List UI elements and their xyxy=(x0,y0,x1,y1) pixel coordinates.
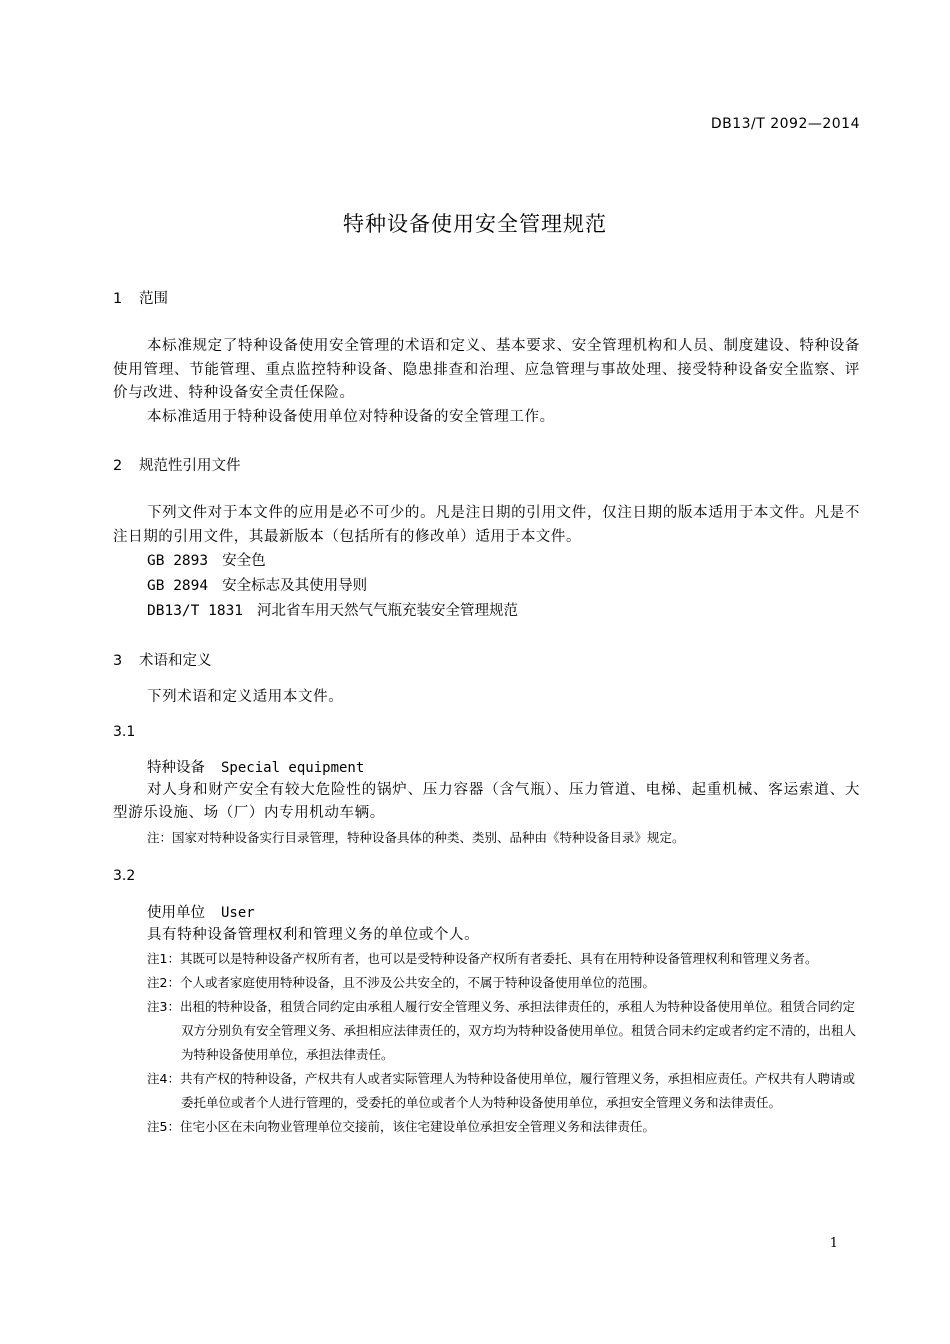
note-text: 出租的特种设备，租赁合同约定由承租人履行安全管理义务、承担法律责任的，承租人为特种设备使用单位。租赁合同约定双方分别负有安全管理义务、承担相应法律责任的，双方均为特种设备使用单位。租赁合同未约定或者约定不清的，出租人为特种设备使用单位，承担法律责任。 xyxy=(179,999,857,1062)
paragraph: 本标准适用于特种设备使用单位对特种设备的安全管理工作。 xyxy=(147,408,555,425)
term-chinese: 特种设备 xyxy=(147,759,205,776)
term-english: User xyxy=(221,904,255,921)
document-title: 特种设备使用安全管理规范 xyxy=(343,212,607,236)
note-text: 个人或者家庭使用特种设备，且不涉及公共安全的，不属于特种设备使用单位的范围。 xyxy=(179,975,655,990)
normative-reference xyxy=(113,574,860,599)
section-3-heading xyxy=(113,651,860,671)
normative-reference xyxy=(113,599,860,624)
note xyxy=(113,1115,860,1139)
reference-code: GB 2893 xyxy=(147,553,209,569)
term-heading xyxy=(113,902,860,924)
reference-title: 安全标志及其使用导则 xyxy=(222,578,368,594)
section-number: 2 xyxy=(113,458,123,474)
term-chinese: 使用单位 xyxy=(147,904,205,921)
note-label: 注5： xyxy=(147,1119,180,1134)
section-2-heading xyxy=(113,456,860,476)
note-label: 注2： xyxy=(147,975,180,990)
section-title: 规范性引用文件 xyxy=(139,458,241,474)
note-label: 注1： xyxy=(147,951,180,966)
note xyxy=(113,826,860,850)
term-english: Special equipment xyxy=(221,759,365,776)
document-body xyxy=(113,289,860,1139)
note xyxy=(113,947,860,971)
note xyxy=(113,995,860,1067)
paragraph: 下列术语和定义适用本文件。 xyxy=(147,689,344,705)
paragraph: 本标准规定了特种设备使用安全管理的术语和定义、基本要求、安全管理机构和人员、制度建设、特种设备使用管理、节能管理、重点监控特种设备、隐患排查和治理、应急管理与事故处理、接受特种设备安全监察、评价与改进、特种设备安全责任保险。 xyxy=(113,338,860,401)
clause-number: 3.2 xyxy=(113,867,136,884)
note-label: 注3： xyxy=(147,999,180,1014)
section-number: 3 xyxy=(113,653,123,669)
standard-code: DB13/T 2092—2014 xyxy=(710,116,860,132)
note-label: 注4： xyxy=(147,1071,180,1086)
note-text: 国家对特种设备实行目录管理，特种设备具体的种类、类别、品种由《特种设备目录》规定。 xyxy=(172,829,685,845)
reference-code: DB13/T 1831 xyxy=(147,603,244,619)
reference-title: 河北省车用天然气气瓶充装安全管理规范 xyxy=(257,603,519,619)
section-title: 术语和定义 xyxy=(139,653,212,669)
section-title: 范围 xyxy=(139,291,168,307)
normative-reference xyxy=(113,549,860,574)
note xyxy=(113,971,860,995)
term-heading xyxy=(113,757,860,779)
note-text: 住宅小区在未向物业管理单位交接前，该住宅建设单位承担安全管理义务和法律责任。 xyxy=(179,1119,655,1134)
section-1-heading xyxy=(113,289,860,309)
reference-title: 安全色 xyxy=(222,553,266,569)
reference-code: GB 2894 xyxy=(147,578,209,594)
note-text: 共有产权的特种设备，产权共有人或者实际管理人为特种设备使用单位，履行管理义务，承担相应责任。产权共有人聘请或委托单位或者个人进行管理的，受委托的单位或者个人为特种设备使用单位，承担安全管理义务和法律责任。 xyxy=(179,1071,855,1110)
note-text: 其既可以是特种设备产权所有者，也可以是受特种设备产权所有者委托、具有在用特种设备管理权利和管理义务者。 xyxy=(179,951,818,966)
paragraph: 下列文件对于本文件的应用是必不可少的。凡是注日期的引用文件，仅注日期的版本适用于本文件。凡是不注日期的引用文件，其最新版本（包括所有的修改单）适用于本文件。 xyxy=(113,505,860,545)
note-label: 注： xyxy=(147,829,173,845)
note xyxy=(113,1067,860,1115)
term-definition: 对人身和财产安全有较大危险性的锅炉、压力容器（含气瓶）、压力管道、电梯、起重机械、客运索道、大型游乐设施、场（厂）内专用机动车辆。 xyxy=(113,781,860,821)
page-number: 1 xyxy=(829,1236,838,1251)
clause-number: 3.1 xyxy=(113,723,136,740)
term-definition: 具有特种设备管理权利和管理义务的单位或个人。 xyxy=(147,926,480,943)
section-number: 1 xyxy=(113,291,123,307)
